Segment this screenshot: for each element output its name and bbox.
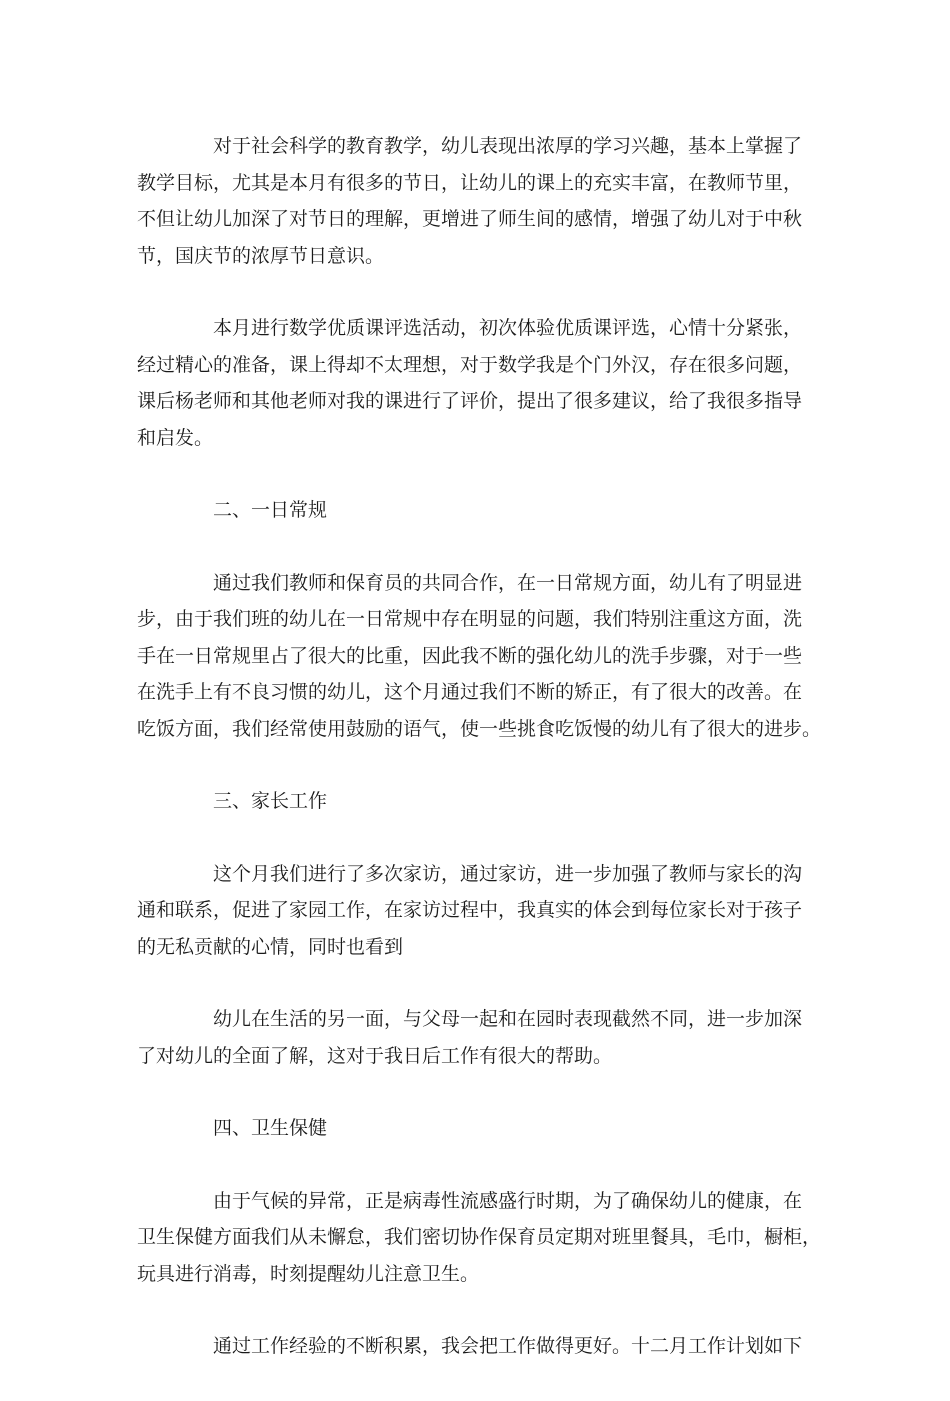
paragraph-line: 本月进行数学优质课评选活动，初次体验优质课评选，心情十分紧张，: [213, 317, 803, 339]
paragraph-line: 课后杨老师和其他老师对我的课进行了评价，提出了很多建议，给了我很多指导: [137, 390, 803, 412]
paragraph-line: 通过工作经验的不断积累，我会把工作做得更好。十二月工作计划如下: [213, 1335, 803, 1357]
paragraph-line: 幼儿在生活的另一面，与父母一起和在园时表现截然不同，进一步加深: [213, 1008, 803, 1030]
paragraph-home-visits: [137, 856, 827, 966]
paragraph-child-life: [137, 1001, 827, 1074]
paragraph-daily-routine: [137, 565, 827, 748]
paragraph-line: 这个月我们进行了多次家访，通过家访，进一步加强了教师与家长的沟: [213, 862, 803, 885]
paragraph-line: 由于气候的异常，正是病毒性流感盛行时期，为了确保幼儿的健康，在: [213, 1189, 803, 1212]
paragraph-line: 在洗手上有不良习惯的幼儿，这个月通过我们不断的矫正，有了很大的改善。在: [137, 681, 803, 703]
paragraph-social-science: [137, 128, 827, 274]
section-heading-parent-work: 三、家长工作: [213, 790, 328, 812]
paragraph-line: 了对幼儿的全面了解，这对于我日后工作有很大的帮助。: [137, 1044, 613, 1067]
paragraph-line: 经过精心的准备，课上得却不太理想，对于数学我是个门外汉，存在很多问题，: [137, 353, 803, 376]
section-heading-daily-routine: 二、一日常规: [213, 499, 328, 521]
section-heading-health-care: 四、卫生保健: [213, 1117, 328, 1139]
paragraph-line: 玩具进行消毒，时刻提醒幼儿注意卫生。: [137, 1262, 480, 1285]
paragraph-line: 和启发。: [137, 426, 214, 449]
paragraph-line: 通过我们教师和保育员的共同合作，在一日常规方面，幼儿有了明显进: [213, 571, 803, 594]
paragraph-line: 步，由于我们班的幼儿在一日常规中存在明显的问题，我们特别注重这方面，洗: [137, 608, 803, 630]
paragraph-line: 卫生保健方面我们从未懈怠，我们密切协作保育员定期对班里餐具，毛巾，橱柜，: [137, 1226, 822, 1248]
paragraph-line: 不但让幼儿加深了对节日的理解，更增进了师生间的感情，增强了幼儿对于中秋: [137, 208, 803, 230]
paragraph-line: 的无私贡献的心情，同时也看到: [137, 935, 404, 958]
paragraph-line: 教学目标，尤其是本月有很多的节日，让幼儿的课上的充实丰富，在教师节里，: [137, 171, 803, 194]
paragraph-line: 对于社会科学的教育教学，幼儿表现出浓厚的学习兴趣，基本上掌握了: [213, 135, 803, 157]
document-body: [137, 128, 827, 1401]
paragraph-hygiene: [137, 1183, 827, 1293]
paragraph-line: 手在一日常规里占了很大的比重，因此我不断的强化幼儿的洗手步骤，对于一些: [137, 644, 803, 667]
paragraph-line: 节，国庆节的浓厚节日意识。: [137, 244, 385, 267]
paragraph-line: 吃饭方面，我们经常使用鼓励的语气，使一些挑食吃饭慢的幼儿有了很大的进步。: [137, 717, 822, 740]
paragraph-line: 通和联系，促进了家园工作，在家访过程中，我真实的体会到每位家长对于孩子: [137, 899, 803, 921]
paragraph-math-lesson: [137, 310, 827, 456]
paragraph-closing: [137, 1328, 827, 1365]
